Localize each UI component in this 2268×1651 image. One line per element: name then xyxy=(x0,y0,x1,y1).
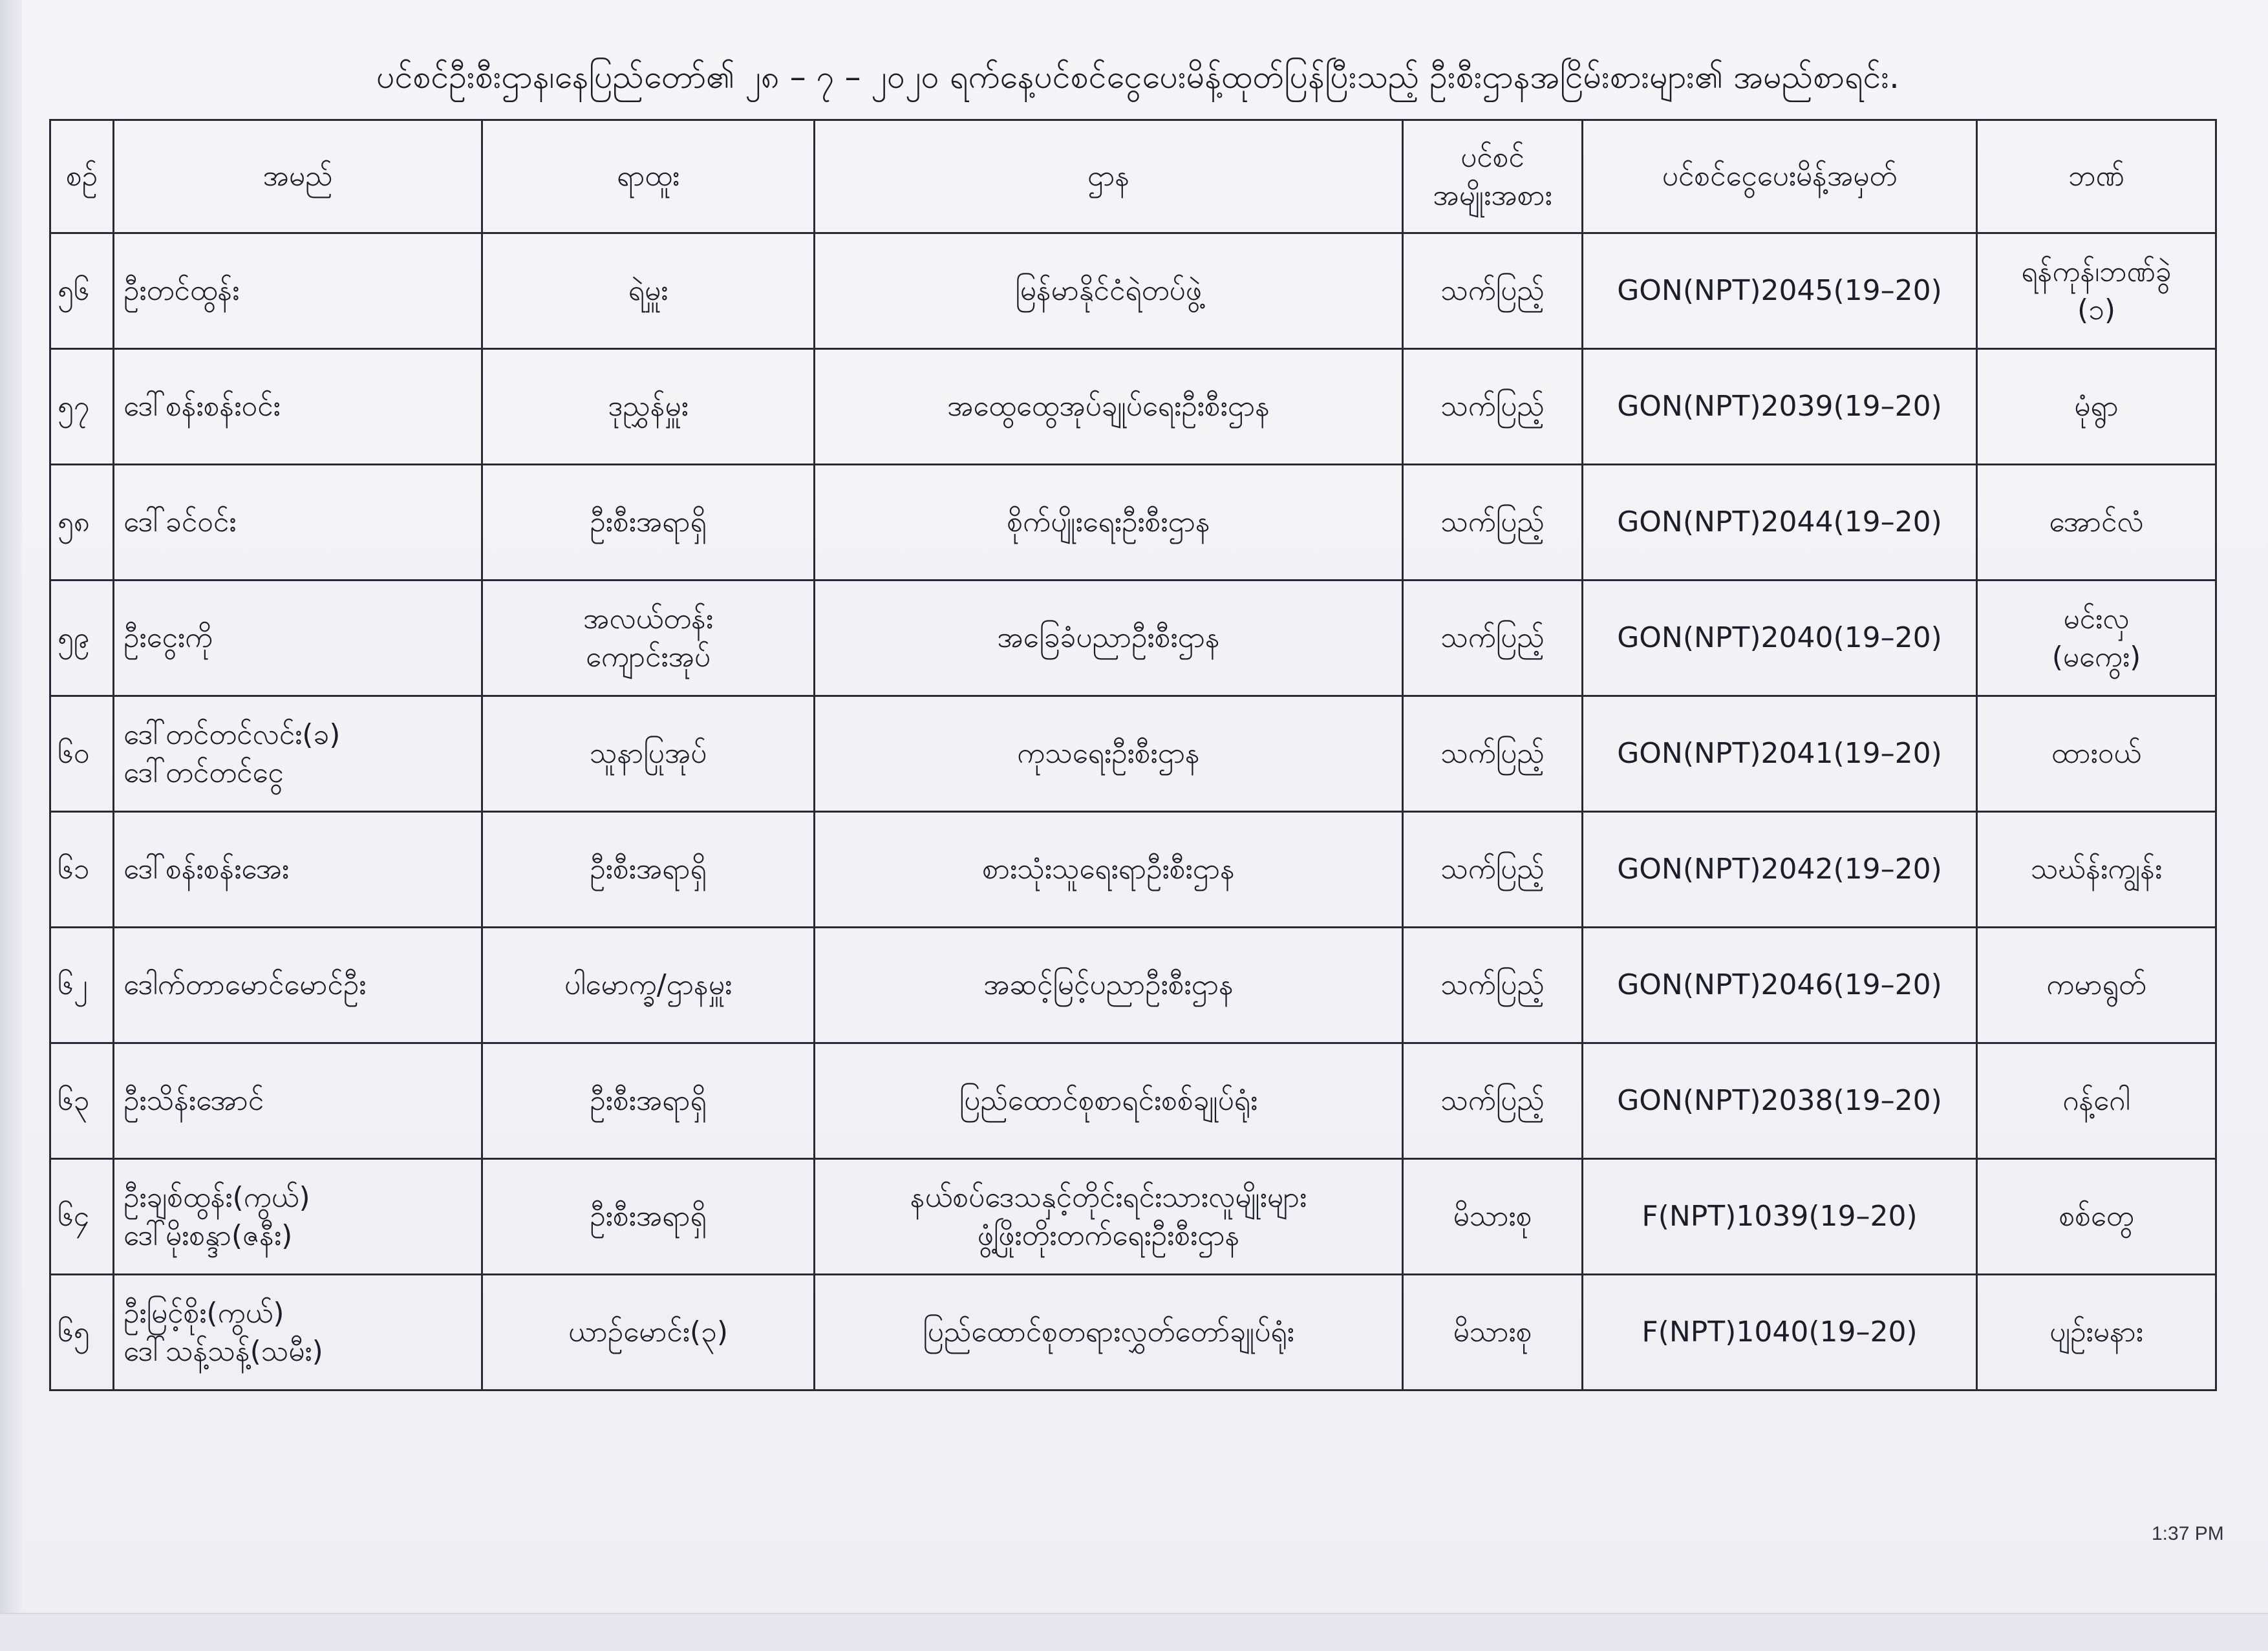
cell-rank xyxy=(482,349,815,465)
cell-name xyxy=(114,1275,482,1390)
cell-treasury xyxy=(1977,349,2216,465)
cell-pension-type: သက်ပြည့် xyxy=(1403,581,1583,696)
cell-treasury-line: ရန်ကုန်၊ဘဏ်ခွဲ xyxy=(2021,255,2172,288)
cell-name-line: ဦးသိန်းအောင် xyxy=(123,1084,264,1118)
table-row xyxy=(50,465,2216,581)
cell-department-line: အထွေထွေအုပ်ချုပ်ရေးဦးစီးဌာန xyxy=(947,390,1270,423)
scan-timestamp: 1:37 PM xyxy=(2152,1523,2224,1544)
cell-rank xyxy=(482,1043,815,1159)
cell-name xyxy=(114,1043,482,1159)
scanner-bottom-edge xyxy=(0,1613,2268,1651)
cell-pension-type: သက်ပြည့် xyxy=(1403,465,1583,581)
header-name: အမည် xyxy=(114,120,482,233)
cell-department xyxy=(815,233,1403,349)
cell-department-line: ကုသရေးဦးစီးဌာန xyxy=(1017,737,1200,771)
cell-treasury-line: မင်းလှ xyxy=(2063,602,2130,635)
cell-no: ၆၀ xyxy=(50,696,114,812)
header-rank: ရာထူး xyxy=(482,120,815,233)
header-pension-type-line2: အမျိုးအစား xyxy=(1433,179,1552,212)
cell-treasury-line: စစ်တွေ xyxy=(2059,1200,2134,1233)
cell-rank xyxy=(482,465,815,581)
table-row xyxy=(50,233,2216,349)
cell-name xyxy=(114,812,482,928)
cell-pension-type: သက်ပြည့် xyxy=(1403,812,1583,928)
cell-no: ၆၁ xyxy=(50,812,114,928)
cell-no: ၅၆ xyxy=(50,233,114,349)
cell-treasury-line: ကမာရွတ် xyxy=(2046,968,2146,1002)
cell-treasury xyxy=(1977,581,2216,696)
header-pension-type xyxy=(1403,120,1583,233)
cell-rank-line: ဦးစီးအရာရှိ xyxy=(590,506,707,539)
cell-name-line: ဒေါ်တင်တင်ငွေ xyxy=(123,756,284,789)
cell-order-no: F(NPT)1040(19–20) xyxy=(1583,1275,1977,1390)
cell-name-line: ဒေါ်စန်းစန်းအေး xyxy=(123,853,290,886)
cell-order-no: GON(NPT)2046(19–20) xyxy=(1583,928,1977,1043)
cell-rank-line: ဦးစီးအရာရှိ xyxy=(590,1200,707,1233)
cell-department xyxy=(815,349,1403,465)
cell-rank xyxy=(482,812,815,928)
cell-no: ၆၄ xyxy=(50,1159,114,1275)
cell-department xyxy=(815,1275,1403,1390)
cell-treasury-line: ထားဝယ် xyxy=(2051,737,2142,771)
cell-rank-line: ဒုညွှန်မှူး xyxy=(608,390,689,423)
cell-pension-type: မိသားစု xyxy=(1403,1159,1583,1275)
cell-department-line: အဆင့်မြင့်ပညာဦးစီးဌာန xyxy=(983,968,1234,1002)
table-row xyxy=(50,812,2216,928)
cell-name xyxy=(114,581,482,696)
cell-name-line: ဦးတင်ထွန်း xyxy=(123,274,240,308)
cell-department-line: စားသုံးသူရေးရာဦးစီးဌာန xyxy=(982,853,1235,886)
cell-rank xyxy=(482,1275,815,1390)
cell-treasury xyxy=(1977,696,2216,812)
cell-department-line: ဖွံ့ဖြိုးတိုးတက်ရေးဦးစီးဌာန xyxy=(977,1219,1240,1252)
cell-department xyxy=(815,1043,1403,1159)
cell-rank xyxy=(482,1159,815,1275)
cell-name xyxy=(114,928,482,1043)
table-row xyxy=(50,581,2216,696)
header-order-no: ပင်စင်ငွေပေးမိန့်အမှတ် xyxy=(1583,120,1977,233)
cell-order-no: GON(NPT)2039(19–20) xyxy=(1583,349,1977,465)
cell-pension-type: သက်ပြည့် xyxy=(1403,349,1583,465)
cell-treasury-line: ပျဉ်းမနား xyxy=(2049,1315,2143,1349)
cell-department xyxy=(815,696,1403,812)
cell-rank-line: ဦးစီးအရာရှိ xyxy=(590,853,707,886)
cell-treasury xyxy=(1977,233,2216,349)
cell-name-line: ဒေါ်တင်တင်လင်း(ခ) xyxy=(123,718,341,751)
cell-department-line: စိုက်ပျိုးရေးဦးစီးဌာန xyxy=(1007,506,1210,539)
cell-name-line: ဒေါ်ခင်ဝင်း xyxy=(123,506,237,539)
cell-rank xyxy=(482,696,815,812)
cell-pension-type: သက်ပြည့် xyxy=(1403,1043,1583,1159)
cell-treasury xyxy=(1977,1043,2216,1159)
cell-name-line: ဒေါ်စန်းစန်းဝင်း xyxy=(123,390,281,423)
cell-rank xyxy=(482,233,815,349)
cell-treasury-line: အောင်လံ xyxy=(2049,506,2144,539)
cell-name-line: ဦးချစ်ထွန်း(ကွယ်) xyxy=(123,1180,310,1214)
cell-pension-type: သက်ပြည့် xyxy=(1403,233,1583,349)
cell-no: ၆၂ xyxy=(50,928,114,1043)
cell-treasury-line: (မကွေး) xyxy=(2051,641,2141,674)
cell-order-no: F(NPT)1039(19–20) xyxy=(1583,1159,1977,1275)
table-row xyxy=(50,1159,2216,1275)
cell-department-line: အခြေခံပညာဦးစီးဌာန xyxy=(997,621,1220,655)
cell-rank-line: ဦးစီးအရာရှိ xyxy=(590,1084,707,1118)
cell-no: ၅၉ xyxy=(50,581,114,696)
cell-rank-line: ပါမောက္ခ/ဌာနမှူး xyxy=(564,968,733,1002)
cell-rank xyxy=(482,928,815,1043)
cell-department xyxy=(815,1159,1403,1275)
cell-name-line: ဦးမြင့်စိုး(ကွယ်) xyxy=(123,1296,284,1330)
cell-department xyxy=(815,928,1403,1043)
cell-name-line: ဒေါ်သန့်သန့်(သမီး) xyxy=(123,1335,323,1368)
cell-pension-type: မိသားစု xyxy=(1403,1275,1583,1390)
cell-name xyxy=(114,233,482,349)
cell-treasury-line: မုံရွာ xyxy=(2074,390,2119,423)
cell-no: ၆၃ xyxy=(50,1043,114,1159)
cell-name-line: ဦးငွေးကို xyxy=(123,621,213,655)
header-pension-type-line1: ပင်စင် xyxy=(1460,140,1524,174)
cell-rank-line: သူနာပြုအုပ် xyxy=(589,737,707,771)
cell-order-no: GON(NPT)2045(19–20) xyxy=(1583,233,1977,349)
cell-treasury xyxy=(1977,1275,2216,1390)
table-body xyxy=(50,233,2216,1390)
cell-treasury-line: (၁) xyxy=(2077,293,2116,326)
cell-department-line: နယ်စပ်ဒေသနှင့်တိုင်းရင်းသားလူမျိုးများ xyxy=(910,1180,1307,1214)
cell-order-no: GON(NPT)2044(19–20) xyxy=(1583,465,1977,581)
cell-rank xyxy=(482,581,815,696)
table-row xyxy=(50,349,2216,465)
cell-department xyxy=(815,581,1403,696)
cell-department-line: ပြည်ထောင်စုတရားလွှတ်တော်ချုပ်ရုံး xyxy=(923,1315,1294,1349)
header-treasury: ဘဏ် xyxy=(1977,120,2216,233)
cell-pension-type: သက်ပြည့် xyxy=(1403,928,1583,1043)
cell-department-line: မြန်မာနိုင်ငံရဲတပ်ဖွဲ့ xyxy=(1015,274,1202,308)
table-row xyxy=(50,1275,2216,1390)
cell-order-no: GON(NPT)2038(19–20) xyxy=(1583,1043,1977,1159)
table-row xyxy=(50,696,2216,812)
pension-list-table xyxy=(49,119,2217,1391)
page-fold-shadow xyxy=(0,0,22,1650)
document-title: ပင်စင်ဦးစီးဌာန၊နေပြည်တော်၏ ၂၈ – ၇ – ၂၀၂၀ ရက်နေ့ပင်စင်ငွေပေးမိန့်ထုတ်ပြန်ပြီးသည့် ဦးစီးဌာနအငြိမ်းစားများ၏ အမည်စာရင်း. xyxy=(376,58,1899,96)
cell-treasury xyxy=(1977,1159,2216,1275)
cell-department xyxy=(815,812,1403,928)
cell-treasury xyxy=(1977,465,2216,581)
cell-department xyxy=(815,465,1403,581)
cell-no: ၅၈ xyxy=(50,465,114,581)
cell-treasury xyxy=(1977,928,2216,1043)
table-row xyxy=(50,1043,2216,1159)
table-row xyxy=(50,928,2216,1043)
cell-rank-line: အလယ်တန်း xyxy=(583,602,714,635)
table-header-row xyxy=(50,120,2216,233)
cell-no: ၅၇ xyxy=(50,349,114,465)
cell-order-no: GON(NPT)2041(19–20) xyxy=(1583,696,1977,812)
cell-treasury xyxy=(1977,812,2216,928)
cell-name xyxy=(114,696,482,812)
cell-no: ၆၅ xyxy=(50,1275,114,1390)
cell-pension-type: သက်ပြည့် xyxy=(1403,696,1583,812)
cell-name xyxy=(114,1159,482,1275)
cell-department-line: ပြည်ထောင်စုစာရင်းစစ်ချုပ်ရုံး xyxy=(959,1084,1258,1118)
cell-name xyxy=(114,465,482,581)
cell-name-line: ဒေါက်တာမောင်မောင်ဦး xyxy=(123,968,367,1002)
cell-rank-line: ကျောင်းအုပ် xyxy=(585,641,711,674)
cell-order-no: GON(NPT)2040(19–20) xyxy=(1583,581,1977,696)
cell-order-no: GON(NPT)2042(19–20) xyxy=(1583,812,1977,928)
cell-treasury-line: ဂန့်ဂေါ xyxy=(2062,1084,2130,1118)
header-no: စဉ် xyxy=(50,120,114,233)
cell-rank-line: ရဲမှူး xyxy=(628,274,669,308)
header-department: ဌာန xyxy=(815,120,1403,233)
cell-rank-line: ယာဉ်မောင်း(၃) xyxy=(568,1315,728,1349)
cell-name xyxy=(114,349,482,465)
cell-treasury-line: သဃ်န်းကျွန်း xyxy=(2030,853,2163,886)
cell-name-line: ဒေါ်မိုးစန္ဒာ(ဇနီး) xyxy=(123,1219,293,1252)
